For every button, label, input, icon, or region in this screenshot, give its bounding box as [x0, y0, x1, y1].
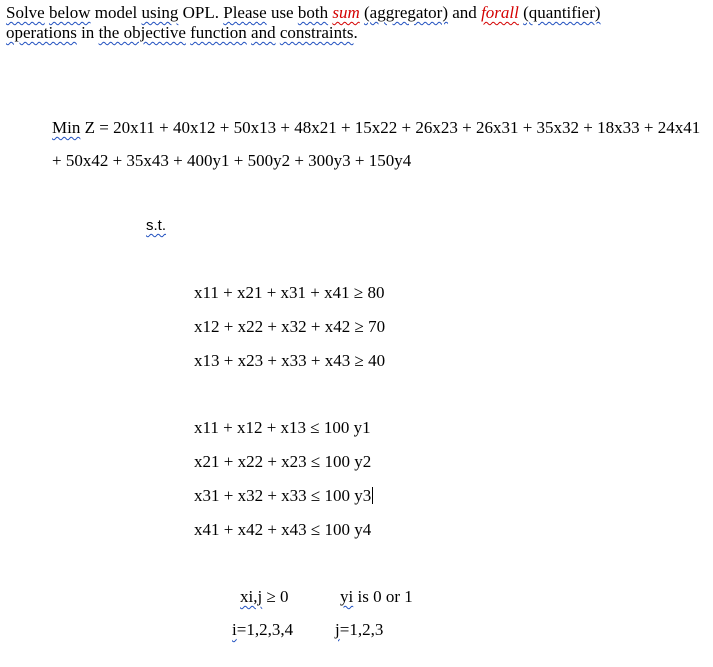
- keyword-sum: sum: [332, 3, 360, 22]
- objective-min-label: Min: [52, 118, 81, 137]
- word-and: and: [251, 23, 276, 42]
- demand-constraint-1: x11 + x21 + x31 + x41 ≥ 80: [194, 283, 385, 302]
- keyword-forall: forall: [481, 3, 519, 22]
- word-please: Please: [223, 3, 267, 22]
- intro-line-2: operations in the objective function and constraints.: [6, 23, 358, 42]
- text-use: use: [266, 3, 298, 22]
- word-quantifier: (quantifier): [523, 3, 601, 22]
- i-range-values: =1,2,3,4: [236, 620, 294, 639]
- word-both: both: [297, 3, 329, 22]
- x-domain-rel: ≥ 0: [262, 587, 289, 606]
- capacity-constraint-2: x21 + x22 + x23 ≤ 100 y2: [194, 452, 372, 471]
- word-below: below: [48, 3, 91, 22]
- text-in: in: [76, 23, 99, 42]
- j-range-values: =1,2,3: [339, 620, 384, 639]
- text-and: and: [448, 3, 482, 22]
- capacity-constraint-3: [194, 486, 373, 506]
- capacity-constraint-3-text: x31 + x32 + x33 ≤ 100 y3: [194, 486, 372, 505]
- word-function: function: [190, 23, 247, 42]
- j-range-label: j: [335, 620, 340, 639]
- text-cursor: [372, 487, 373, 504]
- demand-constraint-2: x12 + x22 + x32 + x42 ≥ 70: [194, 317, 386, 336]
- word-solve: Solve: [6, 3, 45, 22]
- text-model: model: [90, 3, 142, 22]
- intro-line-1: [6, 3, 601, 23]
- objective-line-2: + 50x42 + 35x43 + 400y1 + 500y2 + 300y3 + 150y4: [52, 151, 412, 170]
- capacity-constraint-4: x41 + x42 + x43 ≤ 100 y4: [194, 520, 372, 539]
- x-domain: [240, 587, 289, 607]
- word-the-objective: the objective: [98, 23, 186, 42]
- word-constraints: constraints: [279, 23, 354, 42]
- capacity-constraint-1: x11 + x12 + x13 ≤ 100 y1: [194, 418, 371, 437]
- y-domain-label: yi: [340, 587, 354, 606]
- i-range: [232, 620, 293, 640]
- objective-line-1: [52, 118, 700, 138]
- j-range: [335, 620, 383, 640]
- i-range-label: i: [232, 620, 237, 639]
- word-aggregator: (aggregator): [364, 3, 449, 22]
- subject-to-label: [146, 216, 166, 236]
- demand-constraint-3: x13 + x23 + x33 + x43 ≥ 40: [194, 351, 386, 370]
- st-text: s.t.: [146, 217, 167, 234]
- x-domain-label: xi,j: [240, 587, 263, 606]
- objective-expression-1: Z = 20x11 + 40x12 + 50x13 + 48x21 + 15x22 + 26x23 + 26x31 + 35x32 + 18x33 + 24x41: [84, 118, 701, 137]
- y-domain: [340, 587, 413, 607]
- word-operations: operations: [6, 23, 77, 42]
- y-domain-rel: is 0 or 1: [353, 587, 413, 606]
- word-using: using: [141, 3, 179, 22]
- text-opl: OPL.: [178, 3, 224, 22]
